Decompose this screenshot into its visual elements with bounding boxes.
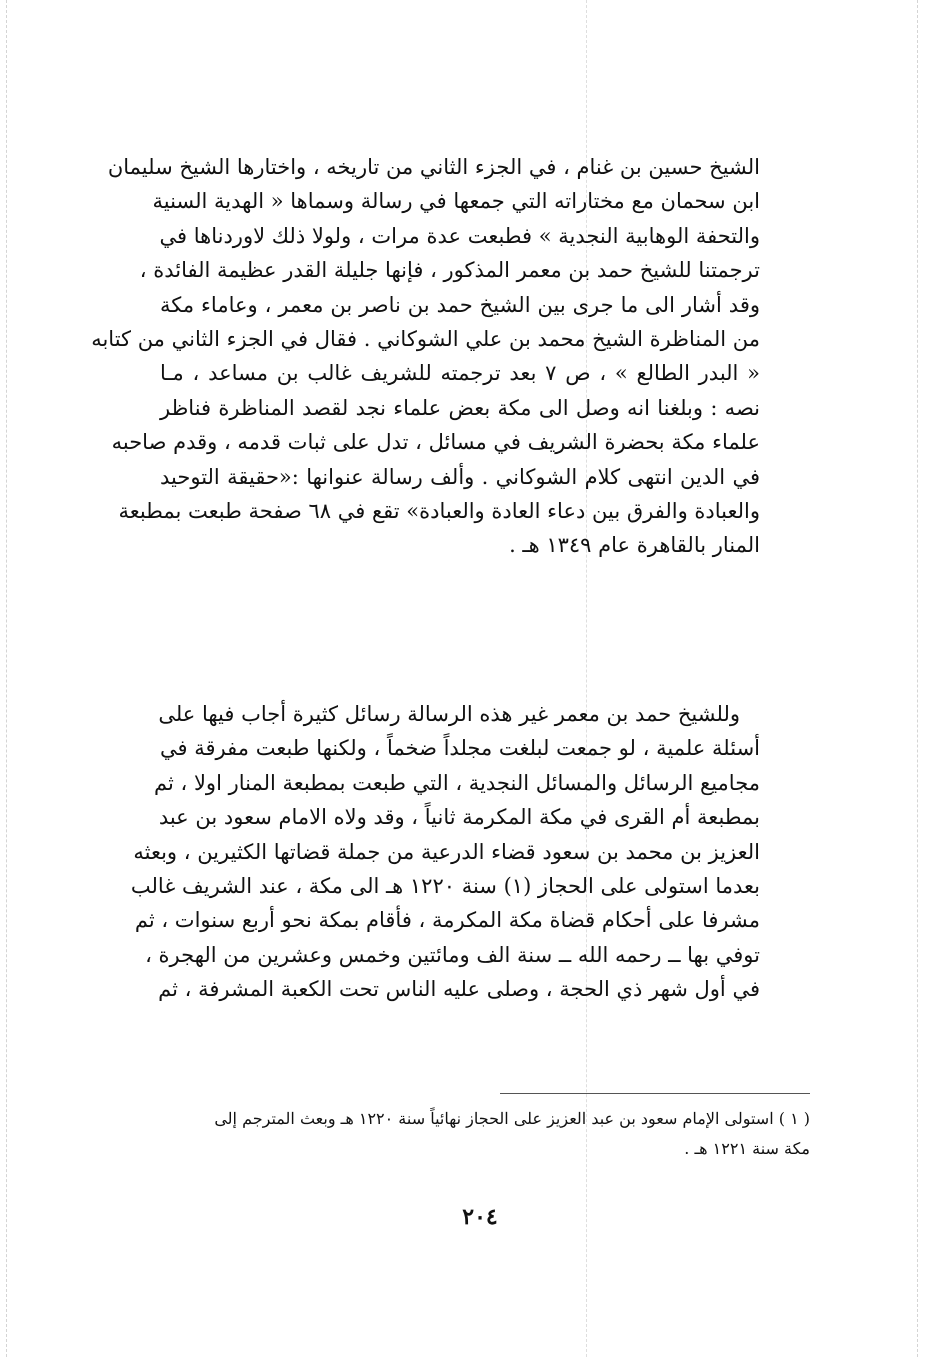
text-line: المنار بالقاهرة عام ١٣٤٩ هـ . <box>509 533 760 558</box>
text-line: أسئلة علمية ، لو جمعت لبلغت مجلداً ضخماً ، ولكنها طبعت مفرقة في <box>160 736 760 761</box>
text-line: مشرفا على أحكام قضاة مكة المكرمة ، فأقام بمكة نحو أربع سنوات ، ثم <box>134 908 760 933</box>
text-line: بمطبعة أم القرى في مكة المكرمة ثانياً ، وقد ولاه الامام سعود بن عبد <box>158 805 760 830</box>
text-line: بعدما استولى على الحجاز (١) سنة ١٢٢٠ هـ الى مكة ، عند الشريف غالب <box>130 873 760 898</box>
text-line: من المناظرة الشيخ محمد بن علي الشوكاني . فقال في الجزء الثاني من كتابه <box>91 326 760 351</box>
text-line: علماء مكة بحضرة الشريف في مسائل ، تدل على ثبات قدمه ، وقدم صاحبه <box>111 430 760 455</box>
footnote-separator <box>500 1093 810 1094</box>
text-line: توفي بها ــ رحمه الله ــ سنة الف ومائتين وخمس وعشرين من الهجرة ، <box>145 942 760 967</box>
text-line: مجاميع الرسائل والمسائل النجدية ، التي طبعت بمطبعة المنار اولا ، ثم <box>154 770 760 795</box>
text-line: وقد أشار الى ما جرى بين الشيخ حمد بن ناصر بن معمر ، وعاماء مكة <box>160 292 760 317</box>
text-line: ابن سحمان مع مختاراته التي جمعها في رسالة وسماها « الهدية السنية <box>152 189 760 214</box>
text-line: وللشيخ حمد بن معمر غير هذه الرسالة رسائل كثيرة أجاب فيها على <box>158 702 740 726</box>
scan-guide-line-left <box>6 0 7 1357</box>
scan-guide-line-right <box>917 0 918 1357</box>
text-line: العزيز بن محمد بن سعود قضاء الدرعية من جملة قضاتها الكثيرين ، وبعثه <box>133 839 760 864</box>
footnote-line: ( ١ ) استولى الإمام سعود بن عبد العزيز على الحجاز نهائياً سنة ١٢٢٠ هـ وبعث المترجم إلى <box>214 1109 810 1128</box>
text-line: والعبادة والفرق بين دعاء العادة والعبادة» تقع في ٦٨ صفحة طبعت بمطبعة <box>118 498 760 523</box>
text-line: ترجمتنا للشيخ حمد بن معمر المذكور ، فإنها جليلة القدر عظيمة الفائدة ، <box>139 258 760 283</box>
text-line: « البدر الطالع » ، ص ٧ بعد ترجمته للشريف غالب بن مساعد ، مـا <box>160 361 760 386</box>
text-line: في الدين انتهى كلام الشوكاني . وألف رسالة عنوانها :«حقيقة التوحيد <box>160 464 760 489</box>
text-line: والتحفة الوهابية النجدية » فطبعت عدة مرات ، ولولا ذلك لاوردناها في <box>159 223 760 248</box>
paragraph-1 <box>91 150 760 563</box>
footnote-line: مكة سنة ١٢٢١ هـ . <box>684 1139 810 1158</box>
text-line: نصه : وبلغنا انه وصل الى مكة بعض علماء نجد لقصد المناظرة فناظر <box>160 395 760 420</box>
text-line: في أول شهر ذي الحجة ، وصلى عليه الناس تحت الكعبة المشرفة ، ثم <box>158 977 760 1002</box>
text-line: الشيخ حسين بن غنام ، في الجزء الثاني من تاريخه ، واختارها الشيخ سليمان <box>107 155 760 179</box>
page-number: ٢٠٤ <box>462 1204 498 1230</box>
footnote <box>160 1104 810 1164</box>
paragraph-2 <box>130 697 760 1007</box>
